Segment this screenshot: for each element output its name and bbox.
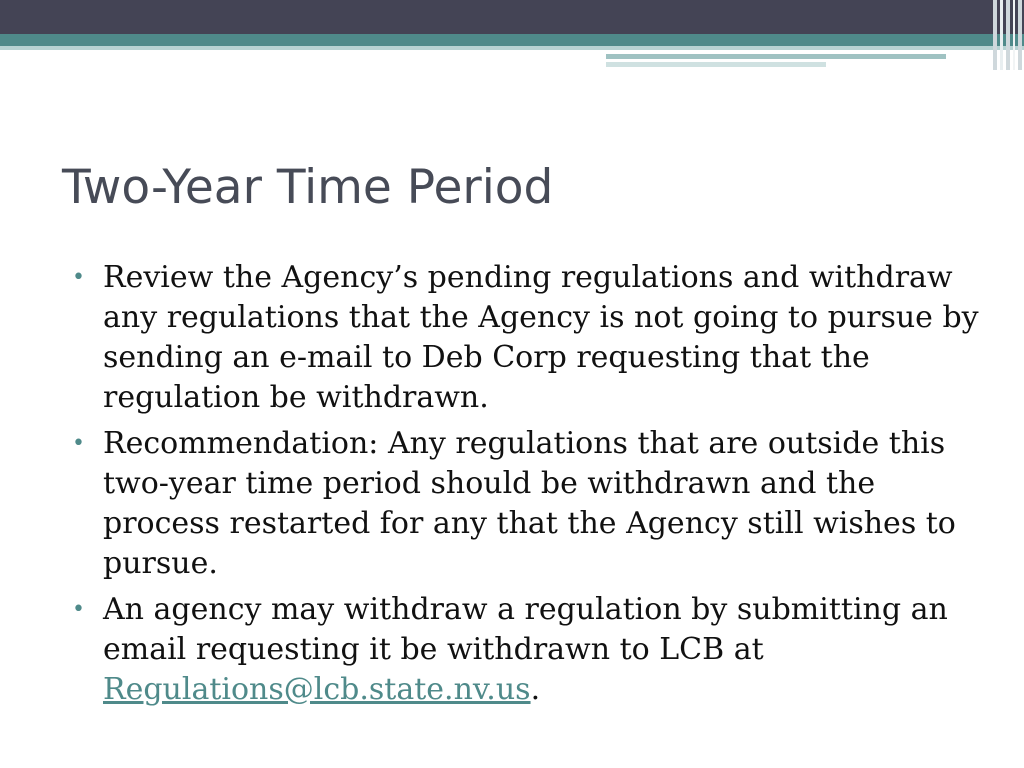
- bullet-text-end: .: [530, 672, 541, 707]
- header-banner-teal-light: [0, 46, 1024, 50]
- header-accent-line: [606, 62, 826, 67]
- slide-title: Two-Year Time Period: [62, 160, 554, 215]
- bullet-icon: •: [72, 597, 85, 622]
- decorative-stripe: [1018, 0, 1022, 70]
- bullet-icon: •: [72, 431, 85, 456]
- bullet-item: [72, 424, 982, 584]
- decorative-stripe: [1006, 0, 1010, 70]
- bullet-text: Recommendation: Any regulations that are outside this two-year time period should be withdrawn and the process restarted for any that the Agency still wishes to pursue.: [103, 426, 956, 581]
- bullet-text: An agency may withdraw a regulation by submitting an email requesting it be withdrawn to LCB at: [103, 592, 948, 667]
- email-link[interactable]: Regulations@lcb.state.nv.us: [103, 672, 531, 707]
- header-banner-teal: [0, 34, 1024, 46]
- decorative-stripe: [1000, 0, 1003, 70]
- bullet-item: [72, 258, 982, 418]
- bullet-item: [72, 590, 982, 710]
- decorative-stripe: [993, 0, 997, 70]
- header-accent-line: [606, 54, 946, 59]
- bullet-list: [72, 258, 982, 716]
- header-banner-dark: [0, 0, 1024, 34]
- bullet-icon: •: [72, 265, 85, 290]
- bullet-text: Review the Agency’s pending regulations and withdraw any regulations that the Agency is not going to pursue by sending an e-mail to Deb Corp requesting that the regulation be withdrawn.: [103, 260, 979, 415]
- decorative-stripe: [1013, 0, 1015, 70]
